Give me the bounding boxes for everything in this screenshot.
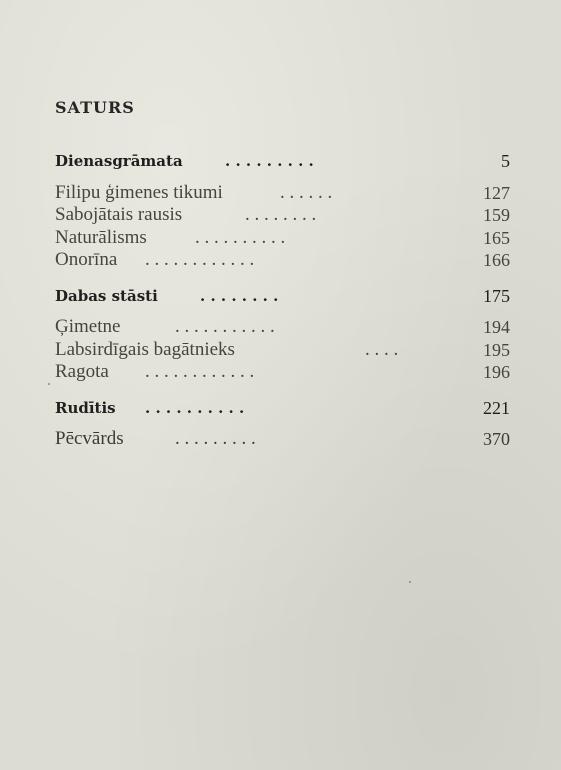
toc-entry-title: Dabas stāsti — [55, 286, 158, 305]
toc-entry-ragota — [55, 361, 510, 384]
paper-speck — [48, 383, 50, 385]
toc-dot-leader: . . . . — [365, 338, 399, 360]
toc-page-number: 159 — [483, 205, 510, 225]
toc-page-number: 370 — [483, 429, 510, 449]
toc-entry-title: Naturālisms — [55, 226, 147, 248]
toc-page-number: 194 — [483, 317, 510, 337]
toc-entry-title: Labsirdīgais bagātnieks — [55, 338, 235, 360]
toc-dot-leader: . . . . . . . . . — [225, 152, 314, 170]
toc-page-number: 196 — [483, 362, 510, 382]
toc-dot-leader: . . . . . . . . . . . — [175, 316, 275, 337]
toc-page-number: 127 — [483, 182, 510, 203]
toc-dot-leader: . . . . . . — [280, 181, 333, 203]
toc-entry-onorina — [55, 249, 510, 272]
toc-page-number: 221 — [483, 397, 510, 418]
toc-entry-title: Sabojātais rausis — [55, 204, 183, 225]
toc-entry-title: Ragota — [55, 361, 109, 382]
paper-speck — [409, 581, 411, 583]
toc-dot-leader: . . . . . . . . . . — [195, 226, 286, 248]
toc-dot-leader: . . . . . . . . . . — [145, 398, 245, 417]
toc-entry-ruditis — [55, 397, 510, 420]
toc-dot-leader: . . . . . . . . — [245, 204, 317, 225]
toc-entry-sabojatais — [55, 204, 510, 227]
toc-dot-leader: . . . . . . . . . . . . — [145, 249, 255, 270]
table-of-contents — [55, 150, 510, 451]
toc-page-number: 175 — [483, 285, 510, 306]
toc-entry-gimetne — [55, 316, 510, 339]
toc-entry-title: Pēcvārds — [55, 428, 124, 449]
toc-entry-title: Rudītis — [55, 398, 116, 417]
contents-heading: SATURS — [55, 98, 135, 117]
toc-dot-leader: . . . . . . . . . — [175, 428, 256, 449]
toc-entry-title: Filipu ģimenes tikumi — [55, 181, 223, 203]
toc-page-number: 195 — [483, 339, 510, 360]
toc-page-number: 5 — [501, 151, 510, 171]
toc-dot-leader: . . . . . . . . — [200, 286, 279, 305]
toc-entry-title: Dienasgrāmata — [55, 152, 183, 170]
toc-entry-title: Ģimetne — [55, 316, 121, 337]
toc-entry-diary — [55, 150, 510, 173]
toc-entry-afterword — [55, 428, 510, 451]
toc-page-number: 166 — [483, 250, 510, 270]
toc-entry-filipu — [55, 182, 510, 205]
toc-entry-labsirdigais — [55, 339, 510, 362]
toc-page-number: 165 — [483, 227, 510, 248]
toc-entry-nature-stories — [55, 285, 510, 308]
toc-dot-leader: . . . . . . . . . . . . — [145, 361, 255, 382]
toc-entry-title: Onorīna — [55, 249, 118, 270]
toc-entry-naturalisms — [55, 227, 510, 250]
